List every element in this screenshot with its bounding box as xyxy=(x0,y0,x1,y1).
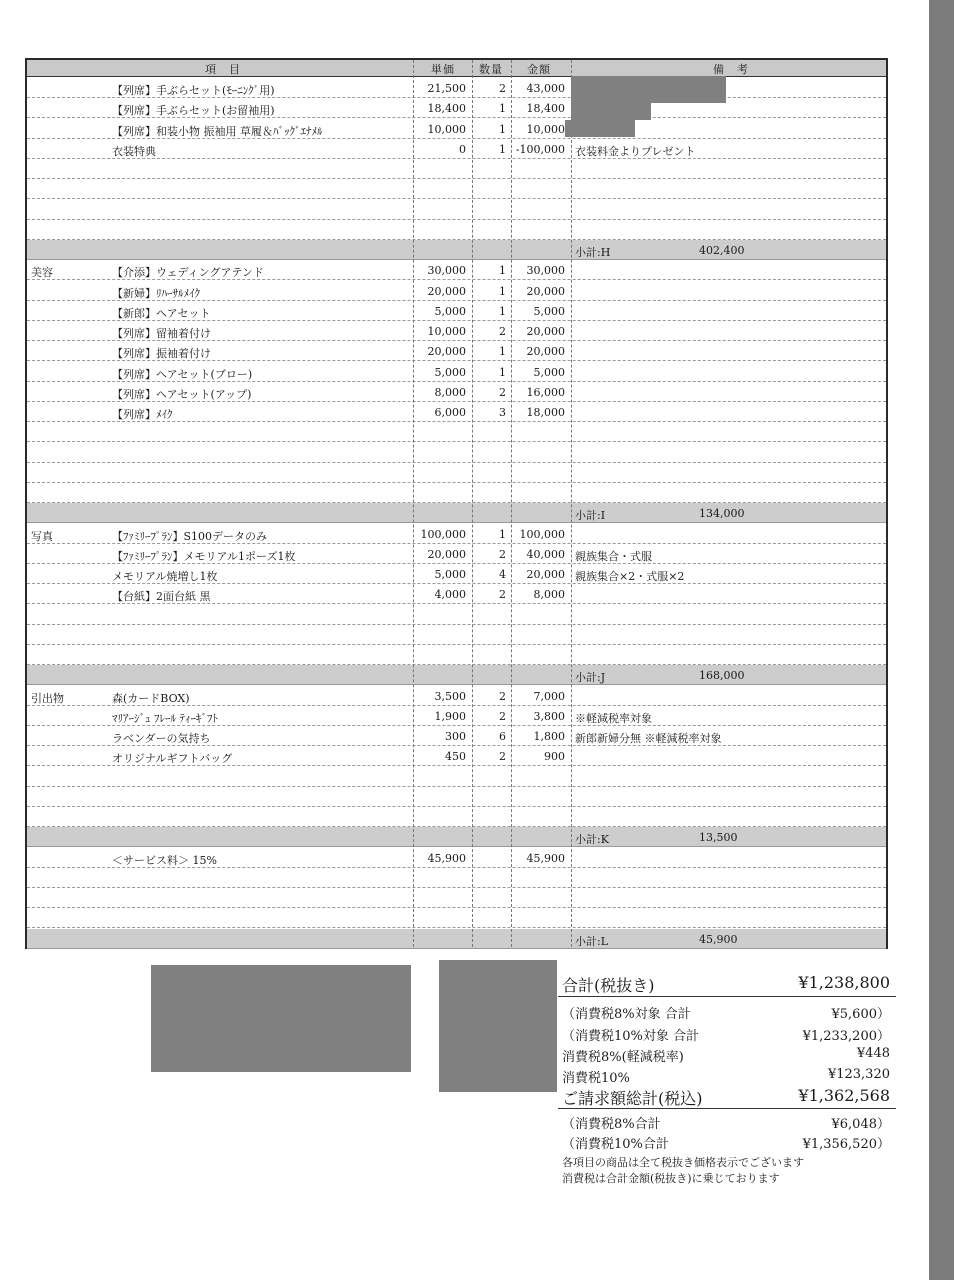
table-row xyxy=(27,402,886,422)
table-row xyxy=(27,888,886,908)
qty-cell: 2 xyxy=(499,709,506,723)
table-row xyxy=(27,260,886,280)
table-row xyxy=(27,746,886,766)
header-price: 単価 xyxy=(431,63,455,76)
subtotal-row xyxy=(27,503,886,523)
table-header xyxy=(27,60,886,77)
table-row xyxy=(27,524,886,544)
price-cell: 45,900 xyxy=(427,851,466,865)
table-row xyxy=(27,544,886,564)
subtotal-label: 小計:H xyxy=(575,246,611,259)
note-cell: 親族集合・式服 xyxy=(575,549,652,563)
table-row xyxy=(27,98,886,118)
col-divider xyxy=(413,60,414,947)
table-row xyxy=(27,200,886,220)
amount-cell: 20,000 xyxy=(526,325,565,338)
category-cell: 引出物 xyxy=(31,691,64,705)
price-cell: 21,500 xyxy=(427,82,466,95)
subtotal-label: 小計:L xyxy=(575,934,609,948)
item-cell: 【介添】ウェディングアテンド xyxy=(112,266,264,280)
qty-cell: 6 xyxy=(499,730,506,743)
price-cell: 20,000 xyxy=(427,547,466,561)
table-row xyxy=(27,443,886,463)
item-cell: 【列席】ヘアセット(アップ) xyxy=(112,387,252,401)
price-cell: 4,000 xyxy=(434,588,466,602)
subtotal-row xyxy=(27,827,886,847)
price-cell: 450 xyxy=(445,750,466,764)
amount-cell: 900 xyxy=(544,750,565,764)
category-cell: 美容 xyxy=(31,266,53,280)
price-cell: 5,000 xyxy=(434,304,466,318)
amount-cell: 30,000 xyxy=(526,264,565,278)
price-cell: 8,000 xyxy=(434,385,466,399)
amount-cell: 1,800 xyxy=(533,730,565,743)
amount-cell: 45,900 xyxy=(526,851,565,865)
price-cell: 5,000 xyxy=(434,365,466,379)
item-cell: 森(カードBOX) xyxy=(112,691,190,705)
qty-cell: 3 xyxy=(499,406,506,419)
redaction xyxy=(571,76,726,103)
price-cell: 10,000 xyxy=(427,325,466,338)
category-cell: 写真 xyxy=(31,529,53,543)
header-item: 項 目 xyxy=(205,63,241,76)
header-amount: 金額 xyxy=(527,63,551,76)
amount-cell: 16,000 xyxy=(526,385,565,399)
table-row xyxy=(27,868,886,888)
table-row xyxy=(27,422,886,442)
scan-edge xyxy=(929,0,954,1280)
table-row xyxy=(27,281,886,301)
qty-cell: 1 xyxy=(499,304,506,318)
subtotal-row xyxy=(27,240,886,260)
item-cell: オリジナルギフトバッグ xyxy=(112,752,233,766)
qty-cell: 2 xyxy=(499,547,506,561)
qty-cell: 2 xyxy=(499,385,506,399)
table-row xyxy=(27,463,886,483)
price-cell: 10,000 xyxy=(427,122,466,136)
redaction xyxy=(565,120,635,137)
item-cell: ラベンダーの気持ち xyxy=(112,732,211,745)
header-note: 備 考 xyxy=(713,63,749,76)
table-row xyxy=(27,179,886,199)
table-row xyxy=(27,807,886,827)
amount-cell: 3,800 xyxy=(533,709,565,723)
amount-cell: 18,400 xyxy=(526,102,565,116)
item-cell: 【列席】ヘアセット(ブロー) xyxy=(112,367,253,381)
amount-cell: 100,000 xyxy=(519,527,565,541)
price-cell: 300 xyxy=(445,730,466,743)
qty-cell: 1 xyxy=(499,365,506,379)
price-cell: 0 xyxy=(459,142,466,156)
note-cell: 親族集合×2・式服×2 xyxy=(575,570,685,583)
table-row xyxy=(27,686,886,706)
item-cell: 【列席】手ぶらセット(ﾓｰﾆﾝｸﾞ用) xyxy=(112,84,275,97)
qty-cell: 4 xyxy=(499,568,506,581)
table-row xyxy=(27,362,886,382)
redaction xyxy=(151,965,411,1072)
amount-cell: 20,000 xyxy=(526,284,565,298)
table-row xyxy=(27,139,886,159)
estimate-table xyxy=(25,58,888,949)
table-row xyxy=(27,78,886,98)
table-row xyxy=(27,625,886,645)
amount-cell: 8,000 xyxy=(533,588,565,602)
footnote: 各項目の商品は全て税抜き価格表示でございます xyxy=(562,1156,804,1169)
table-row xyxy=(27,645,886,665)
qty-cell: 2 xyxy=(499,325,506,338)
qty-cell: 1 xyxy=(499,142,506,156)
note-cell: ※軽減税率対象 xyxy=(575,711,652,725)
price-cell: 18,400 xyxy=(427,102,466,116)
qty-cell: 1 xyxy=(499,527,506,541)
table-row xyxy=(27,119,886,139)
qty-cell: 1 xyxy=(499,345,506,359)
qty-cell: 1 xyxy=(499,102,506,116)
item-cell: 【列席】留袖着付け xyxy=(112,327,211,340)
amount-cell: 20,000 xyxy=(526,345,565,359)
table-row xyxy=(27,787,886,807)
qty-cell: 2 xyxy=(499,750,506,764)
divider xyxy=(558,996,896,997)
qty-cell: 2 xyxy=(499,588,506,602)
table-row xyxy=(27,767,886,787)
table-row xyxy=(27,341,886,361)
item-cell: ＜サービス料＞ 15% xyxy=(112,853,217,867)
item-cell: 【列席】和装小物 振袖用 草履＆ﾊﾞｯｸﾞｴﾅﾒﾙ xyxy=(112,124,323,138)
price-cell: 20,000 xyxy=(427,284,466,298)
subtotal-value: 13,500 xyxy=(699,831,738,845)
table-row xyxy=(27,301,886,321)
table-row xyxy=(27,605,886,625)
subtotal-row xyxy=(27,929,886,949)
item-cell: 【列席】振袖着付け xyxy=(112,347,211,361)
item-cell: 【新郎】ヘアセット xyxy=(112,306,211,320)
amount-cell: 5,000 xyxy=(533,304,565,318)
table-row xyxy=(27,584,886,604)
item-cell: 衣装特典 xyxy=(112,144,156,158)
table-row xyxy=(27,706,886,726)
redaction xyxy=(439,960,557,1092)
qty-cell: 2 xyxy=(499,689,506,703)
item-cell: 【ﾌｧﾐﾘｰﾌﾟﾗﾝ】メモリアル1ポーズ1枚 xyxy=(112,549,296,563)
price-cell: 1,900 xyxy=(434,709,466,723)
note-cell: 新郎新婦分無 ※軽減税率対象 xyxy=(575,732,722,745)
item-cell: 【台紙】2面台紙 黒 xyxy=(112,590,211,604)
item-cell: 【列席】ﾒｲｸ xyxy=(112,408,173,421)
footnote: 消費税は合計金額(税抜き)に乗じております xyxy=(562,1172,780,1185)
amount-cell: 5,000 xyxy=(533,365,565,379)
header-qty: 数量 xyxy=(479,63,503,76)
note-cell: 衣装料金よりプレゼント xyxy=(575,144,696,158)
qty-cell: 1 xyxy=(499,122,506,136)
amount-cell: 20,000 xyxy=(526,568,565,581)
qty-cell: 1 xyxy=(499,284,506,298)
price-cell: 6,000 xyxy=(434,406,466,419)
col-divider xyxy=(472,60,473,947)
subtotal-value: 402,400 xyxy=(699,244,745,257)
price-cell: 3,500 xyxy=(434,689,466,703)
amount-cell: 10,000 xyxy=(526,122,565,136)
table-row xyxy=(27,726,886,746)
col-divider xyxy=(511,60,512,947)
subtotal-label: 小計:I xyxy=(575,509,606,523)
item-cell: メモリアル焼増し1枚 xyxy=(112,570,218,583)
price-cell: 100,000 xyxy=(420,527,466,541)
item-cell: 【列席】手ぶらセット(お留袖用) xyxy=(112,104,275,118)
qty-cell: 1 xyxy=(499,264,506,278)
subtotal-value: 45,900 xyxy=(699,932,738,946)
redaction xyxy=(571,103,651,120)
table-row xyxy=(27,483,886,503)
amount-cell: 7,000 xyxy=(533,689,565,703)
table-row xyxy=(27,159,886,179)
table-row xyxy=(27,220,886,240)
table-row xyxy=(27,908,886,928)
col-divider xyxy=(571,60,572,947)
amount-cell: -100,000 xyxy=(515,142,565,156)
divider xyxy=(558,1108,896,1109)
table-row xyxy=(27,321,886,341)
item-cell: 【新婦】ﾘﾊｰｻﾙﾒｲｸ xyxy=(112,286,200,300)
amount-cell: 43,000 xyxy=(526,82,565,95)
price-cell: 20,000 xyxy=(427,345,466,359)
subtotal-value: 134,000 xyxy=(699,507,745,521)
subtotal-value: 168,000 xyxy=(699,669,745,683)
table-row xyxy=(27,564,886,584)
subtotal-label: 小計:J xyxy=(575,671,606,685)
price-cell: 30,000 xyxy=(427,264,466,278)
qty-cell: 2 xyxy=(499,82,506,95)
table-row xyxy=(27,848,886,868)
subtotal-label: 小計:K xyxy=(575,833,609,847)
amount-cell: 40,000 xyxy=(526,547,565,561)
amount-cell: 18,000 xyxy=(526,406,565,419)
table-row xyxy=(27,382,886,402)
price-cell: 5,000 xyxy=(434,568,466,581)
subtotal-row xyxy=(27,665,886,685)
item-cell: ﾏﾘｱｰｼﾞｭ ﾌﾚｰﾙ ﾃｨｰｷﾞﾌﾄ xyxy=(112,711,218,725)
item-cell: 【ﾌｧﾐﾘｰﾌﾟﾗﾝ】S100データのみ xyxy=(112,529,268,543)
